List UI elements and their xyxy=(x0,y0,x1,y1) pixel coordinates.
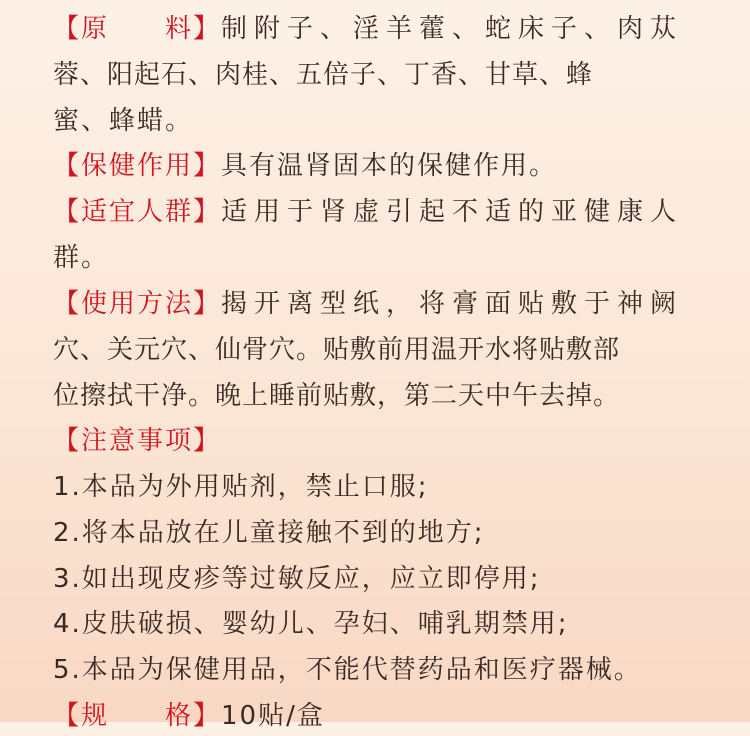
target-group-row-2 xyxy=(53,238,109,278)
usage-text-2: 穴、关元穴、仙骨穴。贴敷前用温开水将贴敷部 xyxy=(53,335,621,365)
ingredients-label: 【原 料】 xyxy=(53,14,222,44)
usage-row-2 xyxy=(53,330,620,370)
note-item-3: 3.如出现皮疹等过敏反应，应立即停用; xyxy=(53,564,541,594)
usage-text-1: 揭开离型纸，将膏面贴敷于神阙 xyxy=(221,289,684,319)
usage-label: 【使用方法】 xyxy=(53,289,222,319)
target-group-label: 【适宜人群】 xyxy=(53,197,222,227)
note-item-2: 2.将本品放在儿童接触不到的地方; xyxy=(53,518,485,548)
ingredients-row-3 xyxy=(53,101,193,141)
ingredients-text-1: 制附子、淫羊藿、蛇床子、肉苁 xyxy=(221,14,684,44)
notes-label: 【注意事项】 xyxy=(53,426,222,456)
function-label: 【保健作用】 xyxy=(53,151,222,181)
note-item xyxy=(53,559,541,599)
spec-text: 10贴/盒 xyxy=(221,701,325,731)
function-text: 具有温肾固本的保健作用。 xyxy=(221,151,558,181)
target-group-text-1: 适用于肾虚引起不适的亚健康人 xyxy=(221,197,684,227)
note-item xyxy=(53,467,429,507)
ingredients-text-3: 蜜、蜂蜡。 xyxy=(53,106,194,136)
note-item xyxy=(53,513,485,553)
note-item-1: 1.本品为外用贴剂，禁止口服; xyxy=(53,472,429,502)
usage-text-3: 位擦拭干净。晚上睡前贴敷，第二天中午去掉。 xyxy=(53,381,621,411)
note-item-5: 5.本品为保健用品，不能代替药品和医疗器械。 xyxy=(53,655,642,685)
usage-row-3 xyxy=(53,376,620,416)
spec-row xyxy=(53,696,325,736)
ingredients-row-2 xyxy=(53,55,593,95)
note-item xyxy=(53,650,642,690)
function-row xyxy=(53,146,557,186)
note-item-4: 4.皮肤破损、婴幼儿、孕妇、哺乳期禁用; xyxy=(53,609,569,639)
ingredients-row-1 xyxy=(53,9,683,49)
note-item xyxy=(53,604,569,644)
target-group-row-1 xyxy=(53,192,683,232)
spec-label: 【规 格】 xyxy=(53,701,222,731)
ingredients-text-2: 蓉、阳起石、肉桂、五倍子、丁香、甘草、蜂 xyxy=(53,60,594,90)
notes-heading-row xyxy=(53,421,221,461)
usage-row-1 xyxy=(53,284,683,324)
target-group-text-2: 群。 xyxy=(53,243,110,273)
